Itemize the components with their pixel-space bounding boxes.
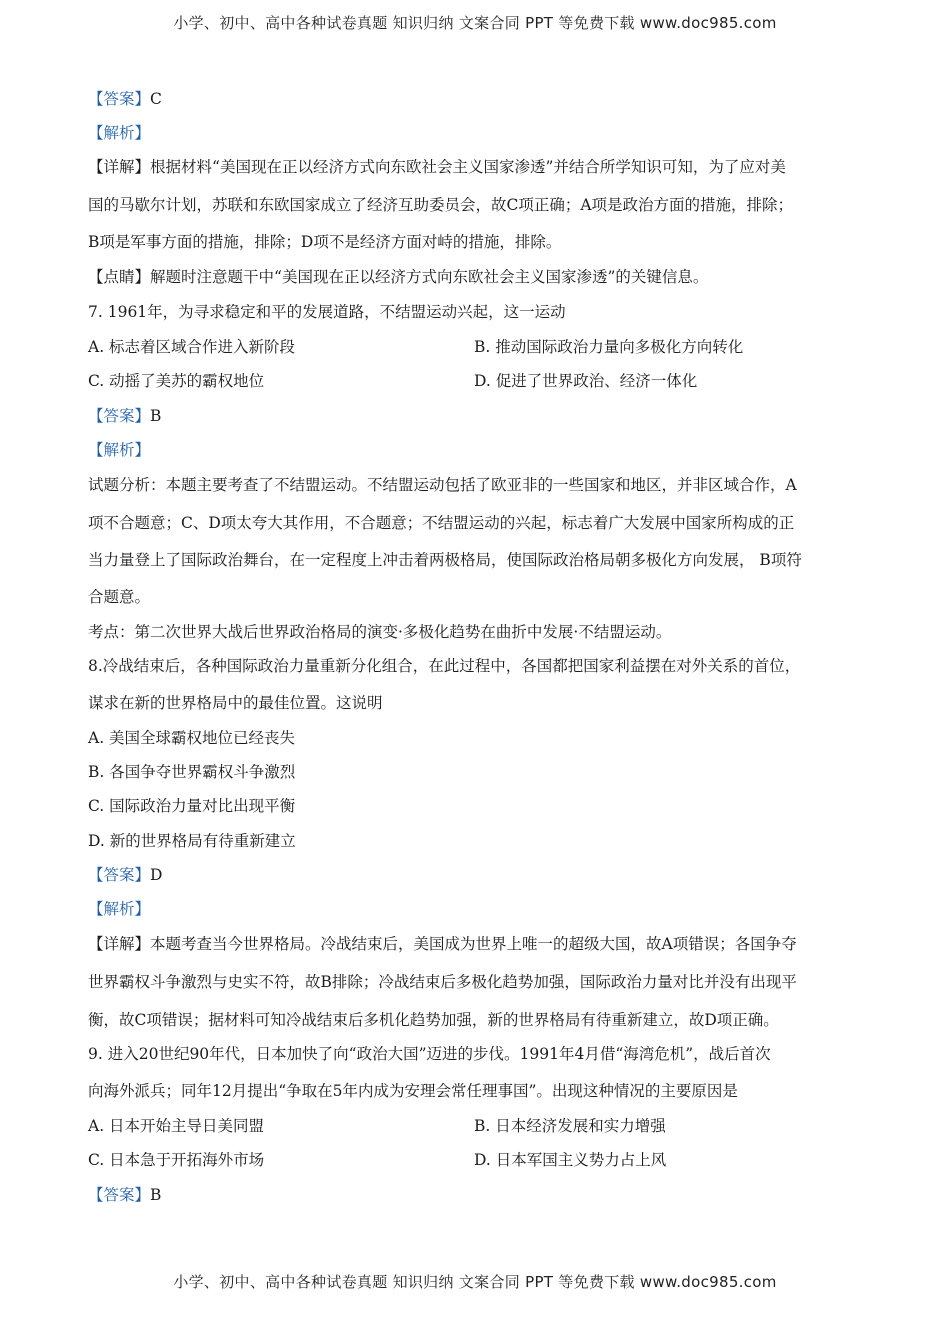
q8-stem-line: 谋求在新的世界格局中的最佳位置。这说明 [88,694,383,712]
q6-detail-line: B项是军事方面的措施，排除；D项不是经济方面对峙的措施，排除。 [88,233,562,251]
q7-analysis-line: 合题意。 [88,588,151,606]
answer-value: B [150,1186,162,1204]
q8-option-a: A. 美国全球霸权地位已经丧失 [88,729,296,747]
answer-value: D [150,866,163,884]
page-footer: 小学、初中、高中各种试卷真题 知识归纳 文案合同 PPT 等免费下载 www.doc985.com [173,1273,777,1291]
answer-tag: 【答案】 [88,866,151,884]
analysis-tag: 【解析】 [88,441,151,459]
q8-answer [88,865,162,885]
q7-key-point: 考点：第二次世界大战后世界政治格局的演变·多极化趋势在曲折中发展·不结盟运动。 [88,623,672,641]
q9-answer [88,1185,161,1205]
q7-analysis-line: 试题分析：本题主要考查了不结盟运动。不结盟运动包括了欧亚非的一些国家和地区，并非区域合作，A [88,476,797,494]
q7-option-a: A. 标志着区域合作进入新阶段 [88,338,296,356]
page-header: 小学、初中、高中各种试卷真题 知识归纳 文案合同 PPT 等免费下载 www.doc985.com [173,14,777,32]
q9-option-a: A. 日本开始主导日美同盟 [88,1117,265,1135]
q6-detail-line [88,157,786,177]
q8-option-d: D. 新的世界格局有待重新建立 [88,832,296,850]
answer-tag: 【答案】 [88,407,151,425]
q7-option-b: B. 推动国际政治力量向多极化方向转化 [474,338,744,356]
q8-detail-line: 世界霸权斗争激烈与史实不符，故B排除；冷战结束后多极化趋势加强，国际政治力量对比并没有出现平 [88,973,797,991]
q8-detail-line [88,934,797,954]
q7-analysis-line: 当力量登上了国际政治舞台，在一定程度上冲击着两极格局，使国际政治格局朝多极化方向发展， B项符 [88,551,802,569]
answer-tag: 【答案】 [88,1186,151,1204]
q8-option-b: B. 各国争夺世界霸权斗争激烈 [88,763,296,781]
q9-stem-line: 9. 进入20世纪90年代，日本加快了向“政治大国”迈进的步伐。1991年4月借“海湾危机”，战后首次 [88,1045,771,1063]
q8-option-c: C. 国际政治力量对比出现平衡 [88,797,296,815]
q9-option-b: B. 日本经济发展和实力增强 [474,1117,666,1135]
highlight-tag: 【点睛】 [88,268,151,286]
q6-highlight [88,267,708,287]
q6-analysis-heading [88,123,150,143]
detail-tag: 【详解】 [88,935,151,953]
q9-option-d: D. 日本军国主义势力占上风 [474,1151,667,1169]
answer-value: B [150,407,162,425]
q7-option-d: D. 促进了世界政治、经济一体化 [474,372,698,390]
q7-analysis-line: 项不合题意；C、D项太夸大其作用，不合题意；不结盟运动的兴起，标志着广大发展中国家所构成的正 [88,514,795,532]
q7-answer [88,406,161,426]
q8-analysis-heading [88,899,150,919]
q6-detail-line: 国的马歇尔计划，苏联和东欧国家成立了经济互助委员会，故C项正确；A项是政治方面的措施，排除； [88,196,794,214]
analysis-tag: 【解析】 [88,900,151,918]
q9-option-c: C. 日本急于开拓海外市场 [88,1151,265,1169]
analysis-tag: 【解析】 [88,124,151,142]
q8-detail-line: 衡，故C项错误；据材料可知冷战结束后多机化趋势加强，新的世界格局有待重新建立，故D项正确。 [88,1011,779,1029]
detail-text: 根据材料“美国现在正以经济方式向东欧社会主义国家渗透”并结合所学知识可知，为了应对美 [150,158,786,176]
answer-tag: 【答案】 [88,90,151,108]
highlight-text: 解题时注意题干中“美国现在正以经济方式向东欧社会主义国家渗透”的关键信息。 [150,268,709,286]
detail-tag: 【详解】 [88,158,151,176]
answer-value: C [150,90,162,108]
q7-option-c: C. 动摇了美苏的霸权地位 [88,372,265,390]
q6-answer [88,89,162,109]
q9-stem-line: 向海外派兵；同年12月提出“争取在5年内成为安理会常任理事国”。出现这种情况的主要原因是 [88,1082,738,1100]
q8-stem-line: 8.冷战结束后，各种国际政治力量重新分化组合，在此过程中，各国都把国家利益摆在对外关系的首位， [88,657,801,675]
detail-text: 本题考查当今世界格局。冷战结束后，美国成为世界上唯一的超级大国，故A项错误；各国争夺 [150,935,797,953]
q7-analysis-heading [88,440,150,460]
q7-stem: 7. 1961年，为寻求稳定和平的发展道路，不结盟运动兴起，这一运动 [88,303,566,321]
